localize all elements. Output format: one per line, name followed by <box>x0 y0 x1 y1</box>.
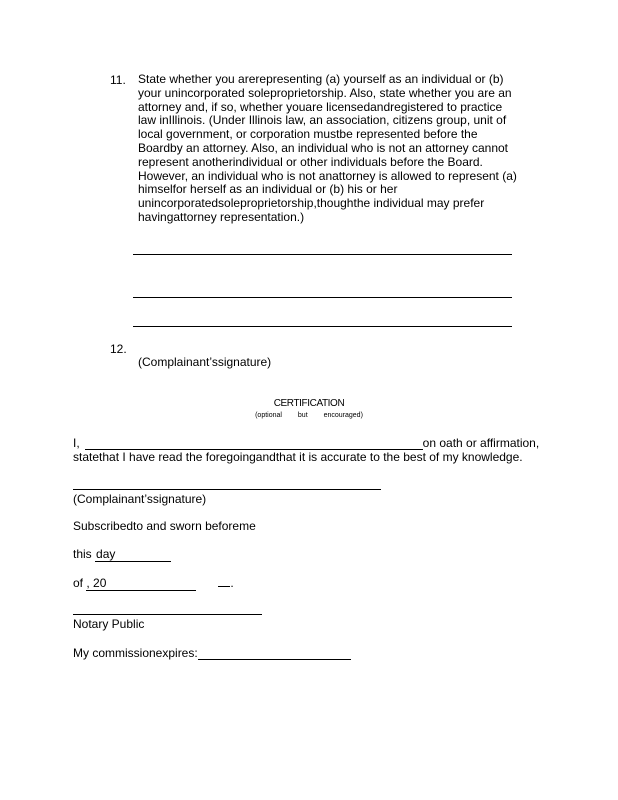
of-label: of <box>73 576 84 590</box>
this-label: this <box>73 547 92 561</box>
commission-line <box>73 646 351 660</box>
certification-title: CERTIFICATION <box>273 398 345 409</box>
notary-public-label: Notary Public <box>73 617 145 631</box>
day-field[interactable] <box>95 547 171 562</box>
year-prefix: , 20 <box>86 576 107 590</box>
answer-line-2[interactable] <box>133 297 512 298</box>
item-11-number: 11. <box>110 73 126 87</box>
item-12-number: 12. <box>110 342 127 356</box>
this-day-line <box>73 547 171 562</box>
oath-line <box>73 436 539 450</box>
subscribed-sworn-text: Subscribedto and sworn beforeme <box>73 519 256 533</box>
of-year-line <box>73 576 234 591</box>
item-11-instructions: State whether you arerepresenting (a) yourself as an individual or (b) your unincorporated soleproprietorship. Also, state whether you are an attorney and, if so, whether youare licensedandregistered to practice law inIllinois. (Under Illinois law, an association, citizens group, unit of local government, or corporation mustbe represented before the Boardby an attorney. Also, an individual who is not an attorney cannot represent anotherindividual or other individuals before the Board. However, an individual who is not anattorney is allowed to represent (a) himselfor herself as an individual or (b) his or her unincorporatedsoleproprietorship,thoughthe individual may prefer havingattorney representation.) <box>138 72 517 224</box>
period: . <box>230 576 234 590</box>
month-year-field[interactable] <box>86 576 196 591</box>
day-label: day <box>96 547 116 561</box>
subtitle-optional: (optional <box>255 412 282 419</box>
affiant-name-field[interactable] <box>85 438 423 450</box>
oath-suffix: on oath or affirmation, <box>422 436 540 450</box>
item-12-signature-label: (Complainant’ssignature) <box>138 355 272 369</box>
commission-expires-field[interactable] <box>198 648 351 660</box>
commission-label: My commissionexpires: <box>73 646 198 660</box>
oath-statement: statethat I have read the foregoingandthat it is accurate to the best of my knowledge. <box>73 450 523 464</box>
answer-line-1[interactable] <box>133 254 512 255</box>
year-suffix-field[interactable] <box>218 586 230 587</box>
complainant-signature-label: (Complainant’ssignature) <box>73 492 207 506</box>
certification-subtitle <box>0 412 618 419</box>
complainant-signature-line[interactable] <box>73 489 381 490</box>
oath-prefix: I, <box>73 436 80 450</box>
subtitle-but: but <box>297 412 308 419</box>
subtitle-encouraged: encouraged) <box>323 412 363 419</box>
notary-signature-line[interactable] <box>73 614 262 615</box>
answer-line-3[interactable] <box>133 326 512 327</box>
